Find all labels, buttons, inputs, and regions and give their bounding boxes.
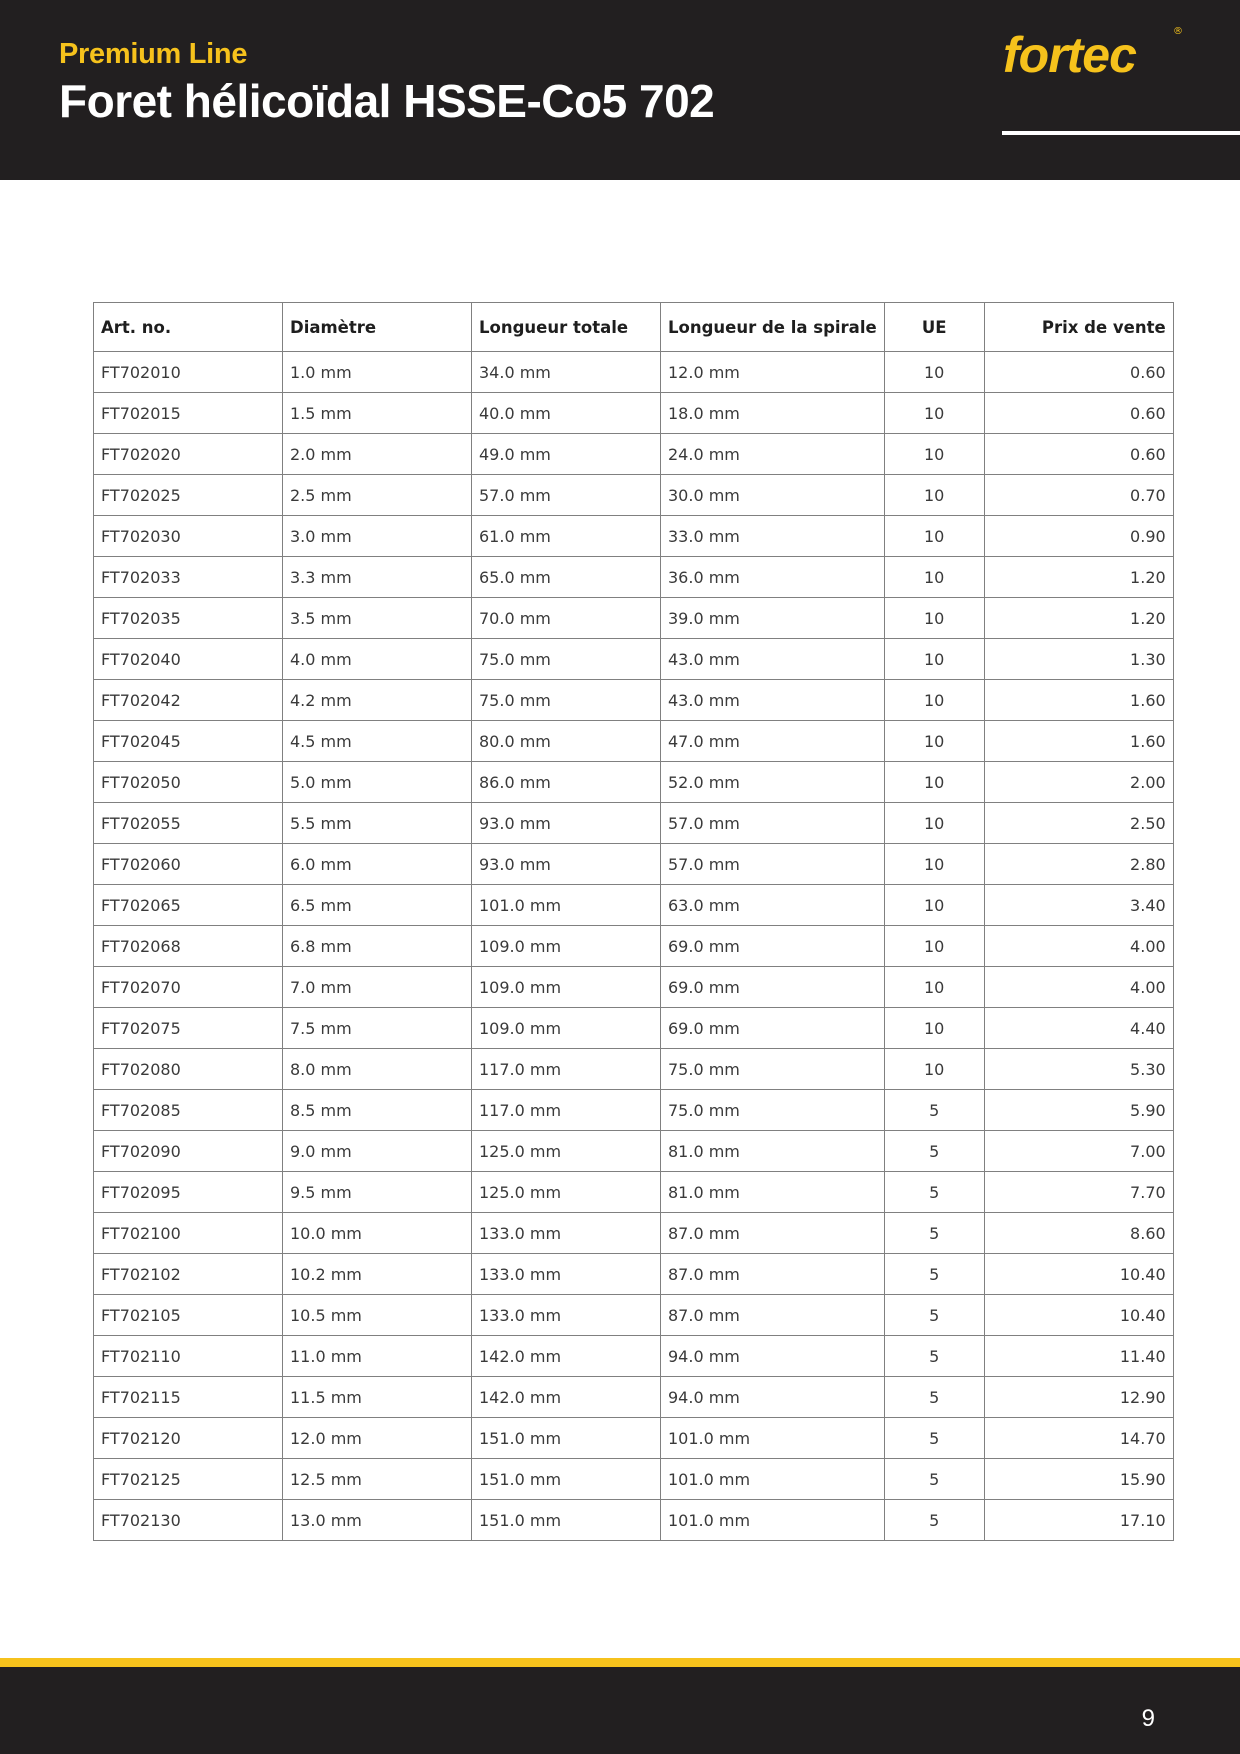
cell-total-length: 133.0 mm: [472, 1295, 661, 1336]
cell-price: 0.60: [984, 434, 1173, 475]
cell-spiral-length: 94.0 mm: [661, 1336, 885, 1377]
table-row: [94, 926, 1174, 967]
cell-spiral-length: 69.0 mm: [661, 967, 885, 1008]
cell-ue: 10: [884, 557, 984, 598]
cell-price: 12.90: [984, 1377, 1173, 1418]
table-row: [94, 803, 1174, 844]
cell-spiral-length: 57.0 mm: [661, 844, 885, 885]
cell-diameter: 6.0 mm: [283, 844, 472, 885]
cell-spiral-length: 39.0 mm: [661, 598, 885, 639]
table-row: [94, 885, 1174, 926]
cell-ue: 10: [884, 434, 984, 475]
cell-diameter: 4.2 mm: [283, 680, 472, 721]
cell-diameter: 8.0 mm: [283, 1049, 472, 1090]
cell-ue: 10: [884, 844, 984, 885]
cell-spiral-length: 30.0 mm: [661, 475, 885, 516]
cell-ue: 5: [884, 1295, 984, 1336]
table-row: [94, 844, 1174, 885]
cell-diameter: 2.5 mm: [283, 475, 472, 516]
cell-spiral-length: 18.0 mm: [661, 393, 885, 434]
table-row: [94, 1459, 1174, 1500]
cell-price: 5.30: [984, 1049, 1173, 1090]
cell-total-length: 117.0 mm: [472, 1049, 661, 1090]
cell-art-no: FT702130: [94, 1500, 283, 1541]
cell-total-length: 57.0 mm: [472, 475, 661, 516]
cell-price: 14.70: [984, 1418, 1173, 1459]
cell-spiral-length: 101.0 mm: [661, 1500, 885, 1541]
cell-diameter: 9.0 mm: [283, 1131, 472, 1172]
cell-art-no: FT702015: [94, 393, 283, 434]
cell-total-length: 93.0 mm: [472, 844, 661, 885]
cell-diameter: 10.2 mm: [283, 1254, 472, 1295]
cell-ue: 5: [884, 1090, 984, 1131]
cell-art-no: FT702020: [94, 434, 283, 475]
cell-diameter: 10.5 mm: [283, 1295, 472, 1336]
cell-diameter: 5.5 mm: [283, 803, 472, 844]
column-header-total-length: Longueur totale: [472, 303, 661, 352]
cell-spiral-length: 43.0 mm: [661, 639, 885, 680]
cell-diameter: 3.5 mm: [283, 598, 472, 639]
cell-spiral-length: 94.0 mm: [661, 1377, 885, 1418]
cell-art-no: FT702042: [94, 680, 283, 721]
cell-diameter: 12.5 mm: [283, 1459, 472, 1500]
cell-price: 0.60: [984, 393, 1173, 434]
cell-price: 1.60: [984, 680, 1173, 721]
table-row: [94, 1213, 1174, 1254]
cell-diameter: 6.8 mm: [283, 926, 472, 967]
cell-total-length: 40.0 mm: [472, 393, 661, 434]
cell-price: 2.80: [984, 844, 1173, 885]
cell-price: 10.40: [984, 1295, 1173, 1336]
cell-price: 0.90: [984, 516, 1173, 557]
cell-price: 7.70: [984, 1172, 1173, 1213]
cell-art-no: FT702095: [94, 1172, 283, 1213]
cell-ue: 5: [884, 1459, 984, 1500]
cell-total-length: 70.0 mm: [472, 598, 661, 639]
cell-total-length: 142.0 mm: [472, 1336, 661, 1377]
cell-total-length: 49.0 mm: [472, 434, 661, 475]
cell-ue: 5: [884, 1213, 984, 1254]
cell-spiral-length: 87.0 mm: [661, 1295, 885, 1336]
cell-price: 15.90: [984, 1459, 1173, 1500]
cell-price: 4.40: [984, 1008, 1173, 1049]
cell-diameter: 13.0 mm: [283, 1500, 472, 1541]
cell-price: 4.00: [984, 967, 1173, 1008]
table-row: [94, 557, 1174, 598]
product-table: [93, 302, 1174, 1541]
cell-total-length: 109.0 mm: [472, 967, 661, 1008]
cell-total-length: 142.0 mm: [472, 1377, 661, 1418]
cell-ue: 10: [884, 598, 984, 639]
cell-total-length: 65.0 mm: [472, 557, 661, 598]
page-title: Foret hélicoïdal HSSE-Co5 702: [59, 75, 715, 127]
cell-diameter: 5.0 mm: [283, 762, 472, 803]
cell-diameter: 9.5 mm: [283, 1172, 472, 1213]
cell-price: 8.60: [984, 1213, 1173, 1254]
cell-art-no: FT702060: [94, 844, 283, 885]
cell-price: 2.50: [984, 803, 1173, 844]
cell-art-no: FT702125: [94, 1459, 283, 1500]
cell-diameter: 4.5 mm: [283, 721, 472, 762]
cell-ue: 5: [884, 1131, 984, 1172]
cell-spiral-length: 69.0 mm: [661, 926, 885, 967]
product-line-label: Premium Line: [59, 38, 248, 70]
cell-total-length: 101.0 mm: [472, 885, 661, 926]
cell-spiral-length: 81.0 mm: [661, 1172, 885, 1213]
cell-art-no: FT702085: [94, 1090, 283, 1131]
cell-art-no: FT702075: [94, 1008, 283, 1049]
cell-spiral-length: 24.0 mm: [661, 434, 885, 475]
cell-total-length: 86.0 mm: [472, 762, 661, 803]
cell-total-length: 117.0 mm: [472, 1090, 661, 1131]
cell-ue: 10: [884, 967, 984, 1008]
cell-art-no: FT702025: [94, 475, 283, 516]
cell-ue: 10: [884, 803, 984, 844]
cell-spiral-length: 33.0 mm: [661, 516, 885, 557]
table-row: [94, 1008, 1174, 1049]
table-row: [94, 1172, 1174, 1213]
table-row: [94, 1254, 1174, 1295]
cell-ue: 5: [884, 1418, 984, 1459]
column-header-diameter: Diamètre: [283, 303, 472, 352]
cell-price: 10.40: [984, 1254, 1173, 1295]
table-row: [94, 1418, 1174, 1459]
column-header-art-no: Art. no.: [94, 303, 283, 352]
table-row: [94, 434, 1174, 475]
cell-spiral-length: 69.0 mm: [661, 1008, 885, 1049]
cell-total-length: 125.0 mm: [472, 1131, 661, 1172]
cell-price: 0.70: [984, 475, 1173, 516]
cell-price: 4.00: [984, 926, 1173, 967]
cell-art-no: FT702030: [94, 516, 283, 557]
cell-total-length: 151.0 mm: [472, 1418, 661, 1459]
table-row: [94, 721, 1174, 762]
registered-mark: ®: [1173, 26, 1183, 37]
cell-total-length: 80.0 mm: [472, 721, 661, 762]
cell-ue: 10: [884, 1008, 984, 1049]
cell-spiral-length: 63.0 mm: [661, 885, 885, 926]
cell-art-no: FT702045: [94, 721, 283, 762]
cell-diameter: 12.0 mm: [283, 1418, 472, 1459]
cell-ue: 10: [884, 475, 984, 516]
table-row: [94, 475, 1174, 516]
cell-total-length: 133.0 mm: [472, 1213, 661, 1254]
column-header-ue: UE: [884, 303, 984, 352]
cell-spiral-length: 36.0 mm: [661, 557, 885, 598]
cell-art-no: FT702010: [94, 352, 283, 393]
table-row: [94, 680, 1174, 721]
column-header-spiral-length: Longueur de la spirale: [661, 303, 885, 352]
cell-diameter: 6.5 mm: [283, 885, 472, 926]
cell-total-length: 151.0 mm: [472, 1459, 661, 1500]
cell-price: 1.30: [984, 639, 1173, 680]
cell-total-length: 61.0 mm: [472, 516, 661, 557]
column-header-price: Prix de vente: [984, 303, 1173, 352]
table-row: [94, 762, 1174, 803]
cell-diameter: 7.5 mm: [283, 1008, 472, 1049]
cell-spiral-length: 57.0 mm: [661, 803, 885, 844]
page-number: 9: [1141, 1705, 1155, 1732]
cell-art-no: FT702070: [94, 967, 283, 1008]
cell-ue: 10: [884, 926, 984, 967]
cell-art-no: FT702065: [94, 885, 283, 926]
cell-ue: 10: [884, 516, 984, 557]
cell-ue: 5: [884, 1377, 984, 1418]
cell-price: 5.90: [984, 1090, 1173, 1131]
cell-total-length: 133.0 mm: [472, 1254, 661, 1295]
cell-diameter: 1.5 mm: [283, 393, 472, 434]
cell-art-no: FT702090: [94, 1131, 283, 1172]
cell-ue: 5: [884, 1254, 984, 1295]
cell-art-no: FT702033: [94, 557, 283, 598]
table-row: [94, 516, 1174, 557]
cell-price: 11.40: [984, 1336, 1173, 1377]
cell-spiral-length: 52.0 mm: [661, 762, 885, 803]
table-row: [94, 1336, 1174, 1377]
table-row: [94, 352, 1174, 393]
cell-spiral-length: 47.0 mm: [661, 721, 885, 762]
cell-total-length: 151.0 mm: [472, 1500, 661, 1541]
cell-diameter: 11.5 mm: [283, 1377, 472, 1418]
cell-diameter: 8.5 mm: [283, 1090, 472, 1131]
cell-ue: 10: [884, 639, 984, 680]
cell-spiral-length: 87.0 mm: [661, 1213, 885, 1254]
cell-ue: 5: [884, 1336, 984, 1377]
table-row: [94, 1377, 1174, 1418]
table-row: [94, 1295, 1174, 1336]
table-row: [94, 1090, 1174, 1131]
cell-total-length: 75.0 mm: [472, 680, 661, 721]
cell-art-no: FT702102: [94, 1254, 283, 1295]
cell-diameter: 4.0 mm: [283, 639, 472, 680]
cell-total-length: 125.0 mm: [472, 1172, 661, 1213]
cell-spiral-length: 43.0 mm: [661, 680, 885, 721]
cell-diameter: 1.0 mm: [283, 352, 472, 393]
cell-ue: 5: [884, 1500, 984, 1541]
cell-art-no: FT702120: [94, 1418, 283, 1459]
logo-wordmark: fortec: [1003, 27, 1136, 83]
cell-art-no: FT702105: [94, 1295, 283, 1336]
cell-ue: 10: [884, 352, 984, 393]
table-header-row: [94, 303, 1174, 352]
cell-price: 17.10: [984, 1500, 1173, 1541]
cell-spiral-length: 81.0 mm: [661, 1131, 885, 1172]
cell-price: 1.60: [984, 721, 1173, 762]
cell-price: 7.00: [984, 1131, 1173, 1172]
cell-spiral-length: 75.0 mm: [661, 1090, 885, 1131]
cell-art-no: FT702110: [94, 1336, 283, 1377]
cell-total-length: 109.0 mm: [472, 1008, 661, 1049]
cell-diameter: 3.3 mm: [283, 557, 472, 598]
page-footer: [0, 1667, 1240, 1754]
table-row: [94, 393, 1174, 434]
cell-diameter: 10.0 mm: [283, 1213, 472, 1254]
cell-ue: 10: [884, 762, 984, 803]
cell-art-no: FT702050: [94, 762, 283, 803]
cell-diameter: 3.0 mm: [283, 516, 472, 557]
cell-price: 0.60: [984, 352, 1173, 393]
cell-art-no: FT702068: [94, 926, 283, 967]
cell-spiral-length: 101.0 mm: [661, 1459, 885, 1500]
cell-art-no: FT702035: [94, 598, 283, 639]
cell-spiral-length: 75.0 mm: [661, 1049, 885, 1090]
cell-ue: 10: [884, 393, 984, 434]
cell-total-length: 93.0 mm: [472, 803, 661, 844]
cell-total-length: 109.0 mm: [472, 926, 661, 967]
table-row: [94, 1049, 1174, 1090]
cell-price: 2.00: [984, 762, 1173, 803]
cell-diameter: 11.0 mm: [283, 1336, 472, 1377]
cell-art-no: FT702055: [94, 803, 283, 844]
table-row: [94, 1131, 1174, 1172]
cell-ue: 5: [884, 1172, 984, 1213]
cell-spiral-length: 12.0 mm: [661, 352, 885, 393]
cell-spiral-length: 87.0 mm: [661, 1254, 885, 1295]
header-divider: [1002, 131, 1240, 135]
table-row: [94, 967, 1174, 1008]
cell-art-no: FT702080: [94, 1049, 283, 1090]
table-row: [94, 1500, 1174, 1541]
cell-price: 1.20: [984, 598, 1173, 639]
page-header: [0, 0, 1240, 180]
table-row: [94, 598, 1174, 639]
cell-ue: 10: [884, 885, 984, 926]
table-row: [94, 639, 1174, 680]
cell-price: 3.40: [984, 885, 1173, 926]
cell-art-no: FT702100: [94, 1213, 283, 1254]
cell-total-length: 75.0 mm: [472, 639, 661, 680]
cell-art-no: FT702040: [94, 639, 283, 680]
cell-diameter: 2.0 mm: [283, 434, 472, 475]
cell-ue: 10: [884, 1049, 984, 1090]
cell-ue: 10: [884, 680, 984, 721]
cell-spiral-length: 101.0 mm: [661, 1418, 885, 1459]
cell-ue: 10: [884, 721, 984, 762]
fortec-logo: [1003, 28, 1183, 84]
footer-accent-strip: [0, 1658, 1240, 1667]
cell-total-length: 34.0 mm: [472, 352, 661, 393]
cell-art-no: FT702115: [94, 1377, 283, 1418]
cell-price: 1.20: [984, 557, 1173, 598]
cell-diameter: 7.0 mm: [283, 967, 472, 1008]
